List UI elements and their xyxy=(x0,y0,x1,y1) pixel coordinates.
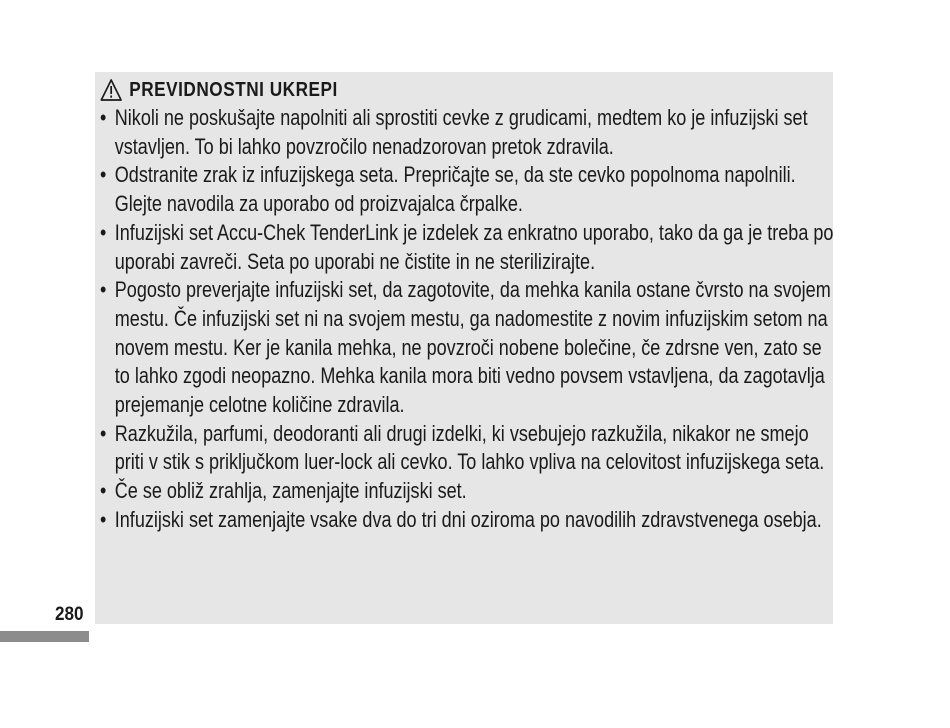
list-item-text: Odstranite zrak iz infuzijskega seta. Prepričajte se, da ste cevko popolnoma napolnili. Glejte navodila za uporabo od proizvajalca črpalke. xyxy=(114,162,796,217)
list-item xyxy=(100,477,835,506)
list-item xyxy=(100,276,835,420)
bullet: • xyxy=(100,105,107,130)
bullet: • xyxy=(100,219,107,245)
list-item xyxy=(100,161,835,218)
warning-triangle-icon xyxy=(100,78,122,102)
list-item xyxy=(100,506,835,535)
list-item-text: Infuzijski set zamenjajte vsake dva do tri dni oziroma po navodilih zdravstvenega osebja. xyxy=(114,506,822,532)
list-item-text: Razkužila, parfumi, deodoranti ali drugi izdelki, ki vsebujejo razkužila, nikakor ne smejo priti v stik s priključkom luer-lock ali cevko. To lahko vpliva na celovitost infuzijskega seta. xyxy=(114,420,825,475)
page-number-bar xyxy=(0,631,89,642)
precautions-list xyxy=(100,104,834,535)
bullet: • xyxy=(100,277,107,303)
section-heading xyxy=(100,76,724,104)
list-item xyxy=(100,104,835,161)
bullet: • xyxy=(100,420,107,446)
list-item-text: Nikoli ne poskušajte napolniti ali sprostiti cevke z grudicami, medtem ko je infuzijski set vstavljen. To bi lahko povzročilo nenadzorovan pretok zdravila. xyxy=(114,105,808,159)
page-number: 280 xyxy=(55,604,84,625)
bullet: • xyxy=(100,478,107,504)
precautions-panel xyxy=(95,72,833,624)
list-item-text: Infuzijski set Accu-Chek TenderLink je izdelek za enkratno uporabo, tako da ga je treba po uporabi zavreči. Seta po uporabi ne čistite in ne sterilizirajte. xyxy=(114,219,834,274)
list-item xyxy=(100,219,835,276)
bullet: • xyxy=(100,506,107,532)
list-item xyxy=(100,420,835,477)
list-item-text: Pogosto preverjajte infuzijski set, da zagotovite, da mehka kanila ostane čvrsto na svojem mestu. Če infuzijski set ni na svojem mestu, ga nadomestite z novim infuzijskim setom na novem mestu. Ker je kanila mehka, ne povzroči nobene bolečine, če zdrsne ven, zato se to lahko zgodi neopazno. Mehka kanila mora biti vedno povsem vstavljena, da zagotavlja prejemanje celotne količine zdravila. xyxy=(114,277,831,418)
bullet: • xyxy=(100,162,107,188)
section-title: PREVIDNOSTNI UKREPI xyxy=(129,78,338,101)
list-item-text: Če se obliž zrahlja, zamenjajte infuzijski set. xyxy=(114,478,467,504)
